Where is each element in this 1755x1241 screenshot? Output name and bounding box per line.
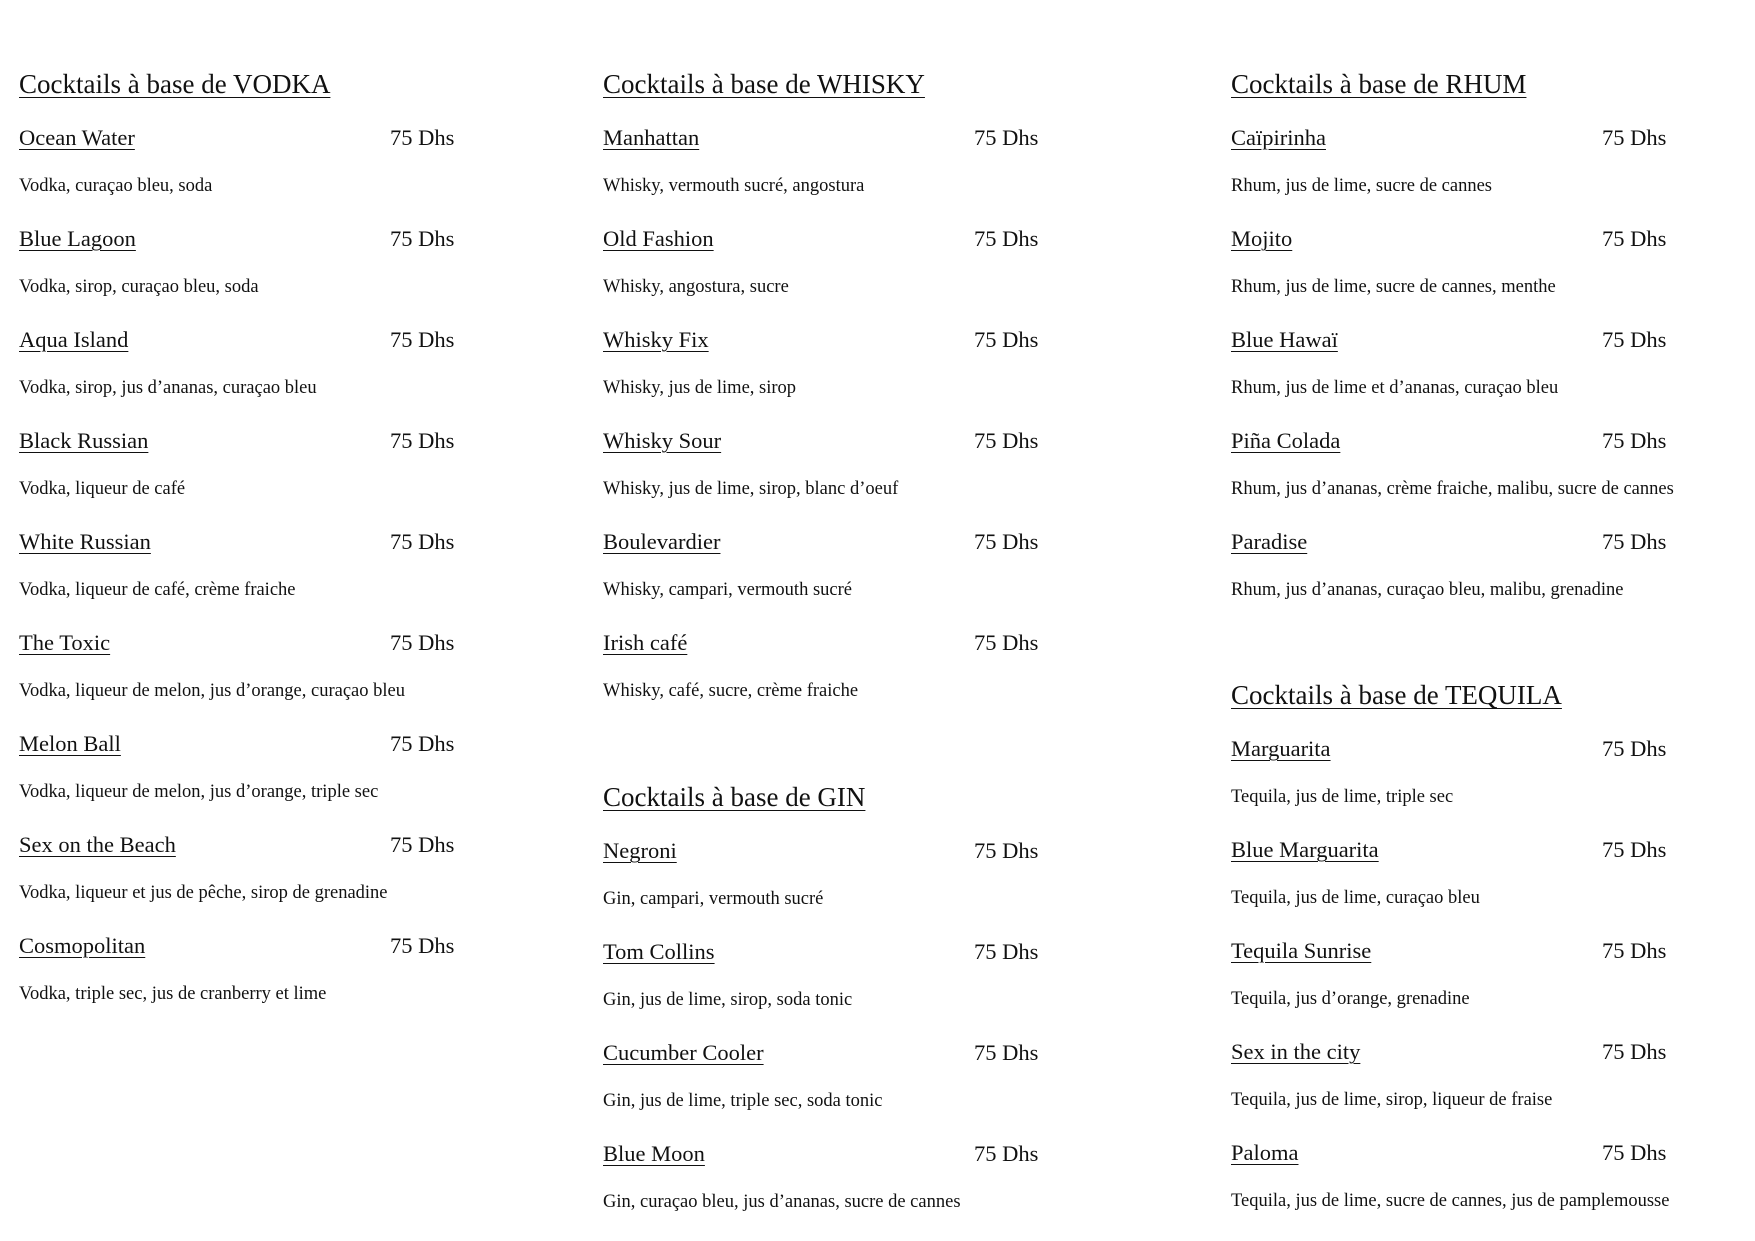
- item-name: Ocean Water: [19, 125, 135, 150]
- item-price: 75 Dhs: [1602, 226, 1667, 251]
- item-price: 75 Dhs: [1602, 1039, 1667, 1064]
- item-name: Old Fashion: [603, 226, 714, 251]
- item-description: Tequila, jus de lime, sucre de cannes, jus de pamplemousse: [1231, 1191, 1670, 1211]
- item-description: Tequila, jus de lime, curaçao bleu: [1231, 888, 1480, 908]
- item-description: Rhum, jus de lime et d’ananas, curaçao bleu: [1231, 378, 1559, 398]
- item-price: 75 Dhs: [1602, 1140, 1667, 1165]
- item-price: 75 Dhs: [974, 1040, 1039, 1065]
- item-description: Gin, jus de lime, sirop, soda tonic: [603, 990, 853, 1010]
- item-price: 75 Dhs: [974, 838, 1039, 863]
- menu-item: [1231, 225, 1755, 325]
- menu-item: [1231, 1038, 1755, 1138]
- item-price: 75 Dhs: [390, 832, 455, 857]
- item-description: Gin, jus de lime, triple sec, soda tonic: [603, 1091, 883, 1111]
- section-heading: Cocktails à base de RHUM: [1231, 69, 1527, 99]
- item-name: Manhattan: [603, 125, 700, 150]
- menu-item: [19, 629, 579, 729]
- item-description: Vodka, triple sec, jus de cranberry et lime: [19, 984, 327, 1004]
- item-name: Whisky Sour: [603, 428, 722, 453]
- menu-item: [1231, 1139, 1755, 1239]
- menu-item: [1231, 124, 1755, 224]
- section-heading: Cocktails à base de GIN: [603, 782, 866, 812]
- item-description: Whisky, campari, vermouth sucré: [603, 580, 852, 600]
- item-description: Vodka, liqueur de café: [19, 479, 186, 499]
- item-price: 75 Dhs: [390, 327, 455, 352]
- item-description: Vodka, liqueur de melon, jus d’orange, curaçao bleu: [19, 681, 405, 701]
- item-price: 75 Dhs: [390, 226, 455, 251]
- item-name: Whisky Fix: [603, 327, 709, 352]
- item-description: Rhum, jus de lime, sucre de cannes, menthe: [1231, 277, 1556, 297]
- menu-item: [1231, 326, 1755, 426]
- menu-item: [603, 629, 1163, 729]
- item-name: Tom Collins: [603, 939, 715, 964]
- item-price: 75 Dhs: [1602, 125, 1667, 150]
- item-name: Mojito: [1231, 226, 1293, 251]
- item-description: Rhum, jus de lime, sucre de cannes: [1231, 176, 1492, 196]
- item-price: 75 Dhs: [390, 630, 455, 655]
- section-heading: Cocktails à base de TEQUILA: [1231, 680, 1562, 710]
- item-description: Gin, curaçao bleu, jus d’ananas, sucre de cannes: [603, 1192, 961, 1212]
- item-name: Black Russian: [19, 428, 149, 453]
- item-description: Tequila, jus de lime, sirop, liqueur de fraise: [1231, 1090, 1553, 1110]
- menu-item: [19, 932, 579, 1032]
- item-price: 75 Dhs: [1602, 938, 1667, 963]
- item-price: 75 Dhs: [1602, 837, 1667, 862]
- item-description: Gin, campari, vermouth sucré: [603, 889, 824, 909]
- menu-item: [19, 427, 579, 527]
- item-description: Vodka, liqueur et jus de pêche, sirop de grenadine: [19, 883, 388, 903]
- menu-item: [1231, 427, 1755, 527]
- menu-item: [1231, 836, 1755, 936]
- item-name: The Toxic: [19, 630, 111, 655]
- item-name: Negroni: [603, 838, 677, 863]
- item-price: 75 Dhs: [390, 529, 455, 554]
- item-name: Caïpirinha: [1231, 125, 1326, 150]
- menu-item: [19, 124, 579, 224]
- menu-item: [603, 1140, 1163, 1240]
- item-description: Whisky, jus de lime, sirop: [603, 378, 797, 398]
- item-price: 75 Dhs: [390, 125, 455, 150]
- item-name: Aqua Island: [19, 327, 129, 352]
- menu-item: [603, 225, 1163, 325]
- menu-item: [19, 225, 579, 325]
- item-description: Whisky, jus de lime, sirop, blanc d’oeuf: [603, 479, 899, 499]
- menu-item: [603, 427, 1163, 527]
- item-name: Marguarita: [1231, 736, 1331, 761]
- item-description: Vodka, sirop, jus d’ananas, curaçao bleu: [19, 378, 317, 398]
- item-name: Irish café: [603, 630, 688, 655]
- menu-item: [603, 528, 1163, 628]
- item-price: 75 Dhs: [974, 529, 1039, 554]
- menu-item: [19, 528, 579, 628]
- item-name: Blue Lagoon: [19, 226, 136, 251]
- item-name: Paradise: [1231, 529, 1308, 554]
- item-description: Vodka, sirop, curaçao bleu, soda: [19, 277, 259, 297]
- item-price: 75 Dhs: [390, 933, 455, 958]
- item-price: 75 Dhs: [974, 327, 1039, 352]
- menu-item: [19, 730, 579, 830]
- item-name: Paloma: [1231, 1140, 1299, 1165]
- menu-item: [603, 837, 1163, 937]
- item-description: Vodka, liqueur de melon, jus d’orange, triple sec: [19, 782, 379, 802]
- item-description: Vodka, liqueur de café, crème fraiche: [19, 580, 296, 600]
- menu-item: [603, 326, 1163, 426]
- item-price: 75 Dhs: [390, 428, 455, 453]
- item-description: Whisky, vermouth sucré, angostura: [603, 176, 865, 196]
- item-name: Tequila Sunrise: [1231, 938, 1372, 963]
- item-name: Cucumber Cooler: [603, 1040, 764, 1065]
- item-description: Rhum, jus d’ananas, curaçao bleu, malibu, grenadine: [1231, 580, 1624, 600]
- menu-item: [603, 124, 1163, 224]
- item-description: Tequila, jus d’orange, grenadine: [1231, 989, 1470, 1009]
- menu-item: [1231, 937, 1755, 1037]
- item-name: White Russian: [19, 529, 151, 554]
- item-price: 75 Dhs: [974, 1141, 1039, 1166]
- item-price: 75 Dhs: [974, 939, 1039, 964]
- section-heading: Cocktails à base de WHISKY: [603, 69, 925, 99]
- menu-item: [1231, 735, 1755, 835]
- item-price: 75 Dhs: [390, 731, 455, 756]
- item-name: Sex on the Beach: [19, 832, 176, 857]
- item-name: Sex in the city: [1231, 1039, 1361, 1064]
- item-name: Boulevardier: [603, 529, 721, 554]
- item-price: 75 Dhs: [974, 630, 1039, 655]
- item-price: 75 Dhs: [1602, 736, 1667, 761]
- menu-item: [19, 326, 579, 426]
- menu-item: [19, 831, 579, 931]
- item-description: Rhum, jus d’ananas, crème fraiche, malibu, sucre de cannes: [1231, 479, 1674, 499]
- item-name: Cosmopolitan: [19, 933, 146, 958]
- item-price: 75 Dhs: [1602, 327, 1667, 352]
- item-price: 75 Dhs: [1602, 428, 1667, 453]
- item-description: Vodka, curaçao bleu, soda: [19, 176, 213, 196]
- item-price: 75 Dhs: [974, 226, 1039, 251]
- item-price: 75 Dhs: [1602, 529, 1667, 554]
- item-description: Whisky, angostura, sucre: [603, 277, 789, 297]
- item-name: Melon Ball: [19, 731, 121, 756]
- item-price: 75 Dhs: [974, 125, 1039, 150]
- item-name: Blue Hawaï: [1231, 327, 1338, 352]
- menu-item: [603, 938, 1163, 1038]
- item-description: Whisky, café, sucre, crème fraiche: [603, 681, 859, 701]
- menu-item: [1231, 528, 1755, 628]
- item-name: Blue Moon: [603, 1141, 705, 1166]
- menu-item: [603, 1039, 1163, 1139]
- item-name: Piña Colada: [1231, 428, 1341, 453]
- item-name: Blue Marguarita: [1231, 837, 1379, 862]
- item-description: Tequila, jus de lime, triple sec: [1231, 787, 1454, 807]
- item-price: 75 Dhs: [974, 428, 1039, 453]
- section-heading: Cocktails à base de VODKA: [19, 69, 331, 99]
